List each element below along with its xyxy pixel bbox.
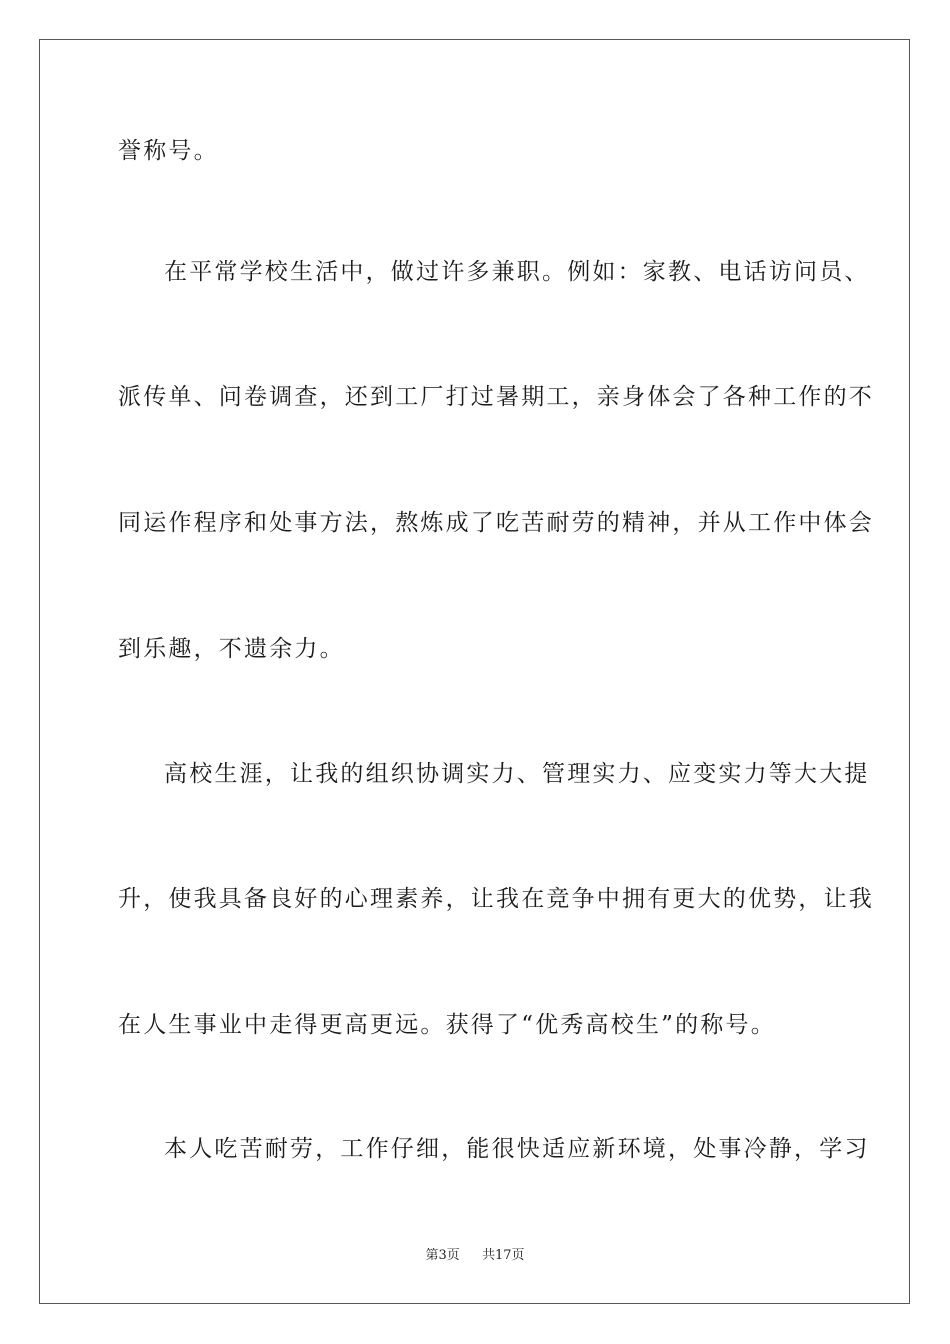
page-total: 共17页 — [482, 1248, 525, 1263]
text-line: 誉称号。 — [118, 138, 219, 164]
page-footer — [0, 1248, 950, 1264]
text-line: 在人生事业中走得更高更远。获得了“优秀高校生”的称号。 — [118, 1012, 776, 1038]
page-number: 第3页 — [425, 1248, 460, 1263]
page-border — [39, 39, 910, 1304]
text-line: 同运作程序和处事方法，熬炼成了吃苦耐劳的精神，并从工作中体会 — [118, 510, 874, 536]
text-line: 升，使我具备良好的心理素养，让我在竞争中拥有更大的优势，让我 — [118, 886, 874, 912]
text-line: 派传单、问卷调查，还到工厂打过暑期工，亲身体会了各种工作的不 — [118, 384, 874, 410]
paragraph-start-line: 在平常学校生活中，做过许多兼职。例如：家教、电话访问员、 — [164, 259, 870, 285]
paragraph-start-line: 高校生涯，让我的组织协调实力、管理实力、应变实力等大大提 — [164, 761, 870, 787]
paragraph-start-line: 本人吃苦耐劳，工作仔细，能很快适应新环境，处事冷静，学习 — [164, 1136, 870, 1162]
text-line: 到乐趣，不遗余力。 — [118, 636, 345, 662]
